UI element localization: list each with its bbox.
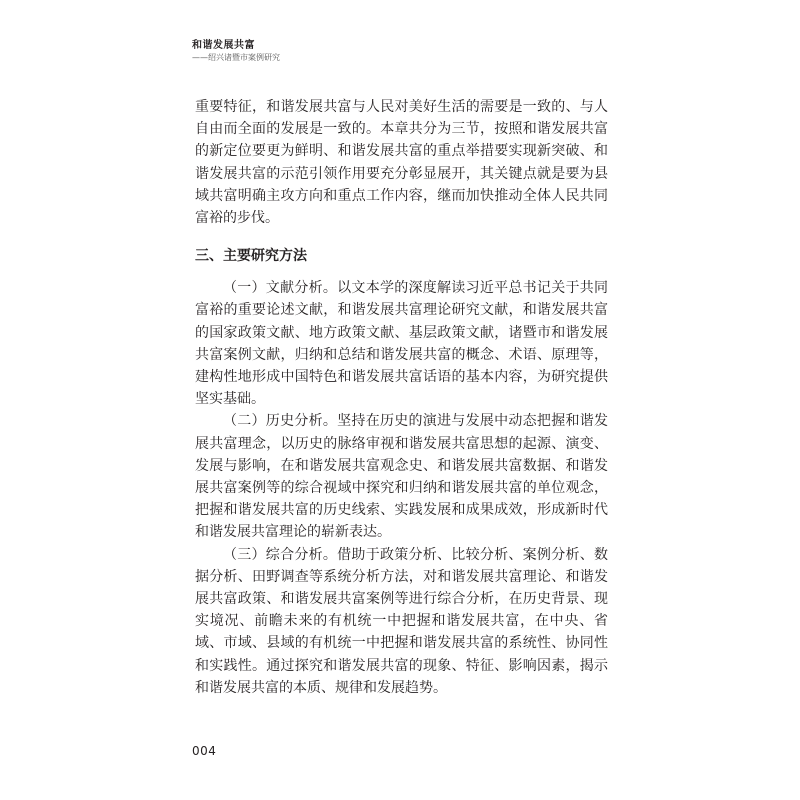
- book-title: 和谐发展共富: [192, 40, 255, 51]
- section-heading: 三、主要研究方法: [195, 248, 307, 265]
- paragraph-historical-analysis: （二）历史分析。坚持在历史的演进与发展中动态把握和谐发展共富理念，以历史的脉络审视和谐发展共富思想的起源、演变、发展与影响，在和谐发展共富观念史、和谐发展共富数据、和谐发展共富案例等的综合视域中探究和归纳和谐发展共富的单位观念，把握和谐发展共富的历史线索、实践发展和成果成效，形成新时代和谐发展共富理论的崭新表达。: [195, 413, 608, 541]
- page-number: 004: [192, 744, 217, 758]
- paragraph-literature-analysis: （一）文献分析。以文本学的深度解读习近平总书记关于共同富裕的重要论述文献，和谐发展共富理论研究文献，和谐发展共富的国家政策文献、地方政策文献、基层政策文献，诸暨市和谐发展共富案例文献，归纳和总结和谐发展共富的概念、术语、原理等，建构性地形成中国特色和谐发展共富话语的基本内容，为研究提供坚实基础。: [195, 280, 608, 408]
- paragraph-comprehensive-analysis: （三）综合分析。借助于政策分析、比较分析、案例分析、数据分析、田野调查等系统分析方法，对和谐发展共富理论、和谐发展共富政策、和谐发展共富案例等进行综合分析，在历史背景、现实境况、前瞻未来的有机统一中把握和谐发展共富，在中央、省域、市域、县域的有机统一中把握和谐发展共富的系统性、协同性和实践性。通过探究和谐发展共富的现象、特征、影响因素，揭示和谐发展共富的本质、规律和发展趋势。: [195, 546, 608, 696]
- running-header: [192, 40, 392, 63]
- page-body: [195, 96, 608, 699]
- intro-paragraph: 重要特征，和谐发展共富与人民对美好生活的需要是一致的、与人自由而全面的发展是一致的。本章共分为三节，按照和谐发展共富的新定位要更为鲜明、和谐发展共富的重点举措要实现新突破、和谐发展共富的示范引领作用要充分彰显展开，其关键点就是要为县域共富明确主攻方向和重点工作内容，继而加快推动全体人民共同富裕的步伐。: [195, 99, 608, 227]
- book-subtitle: ——绍兴诸暨市案例研究: [192, 53, 280, 62]
